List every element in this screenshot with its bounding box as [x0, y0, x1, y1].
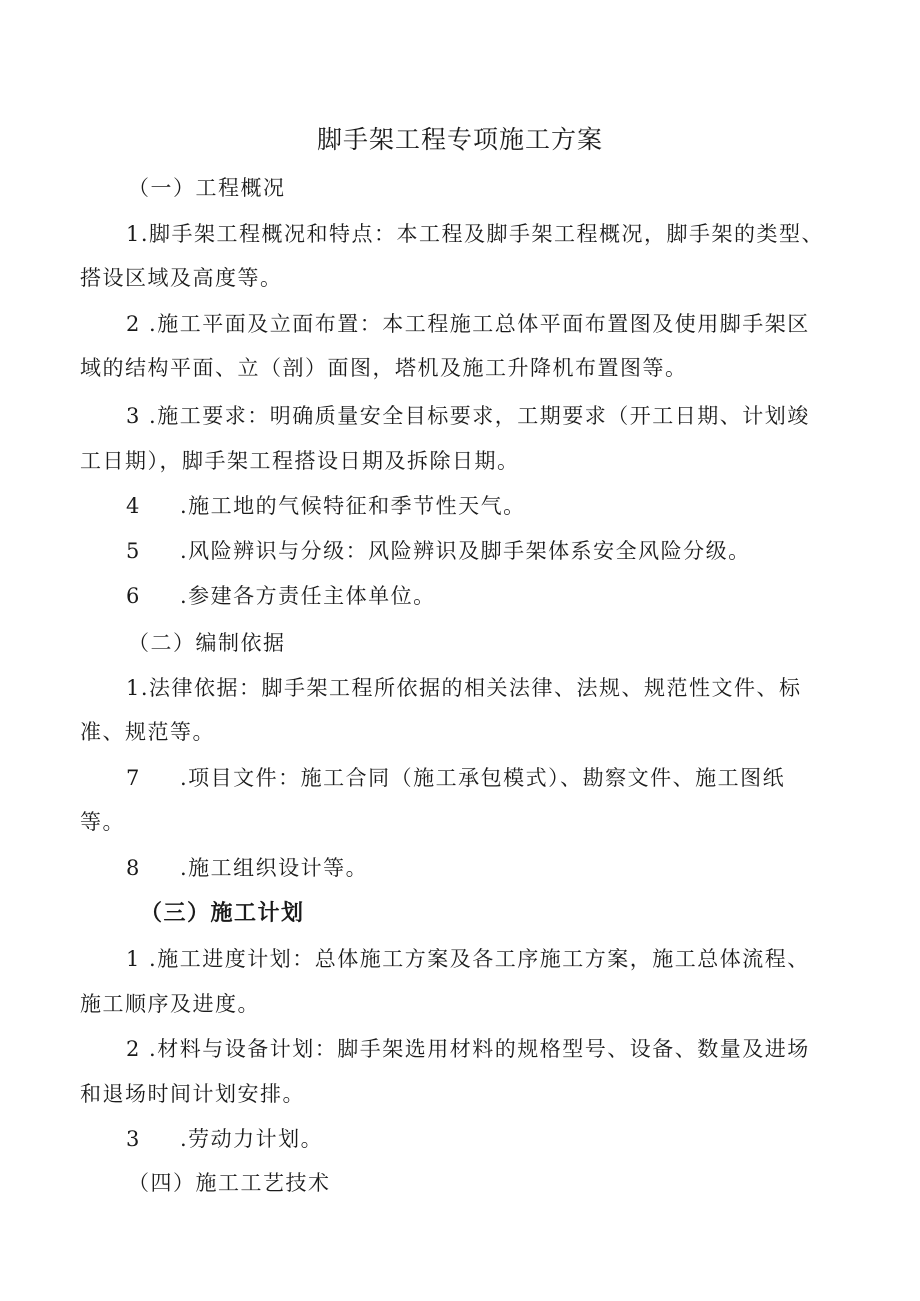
paragraph-3-2-line-2: 和退场时间计划安排。 — [80, 1082, 305, 1106]
paragraph-2-2-line-2: 等。 — [80, 810, 125, 834]
paragraph-text: .参建各方责任主体单位。 — [180, 584, 436, 608]
section-heading-3: （三）施工计划 — [140, 901, 305, 926]
paragraph-number: 6 — [126, 584, 141, 608]
paragraph-3-1-line-2: 施工顺序及进度。 — [80, 992, 260, 1016]
page-title: 脚手架工程专项施工方案 — [316, 125, 603, 154]
paragraph-1-5 — [126, 535, 751, 565]
paragraph-text: .施工组织设计等。 — [180, 856, 369, 880]
paragraph-2-2-line-1 — [126, 762, 785, 792]
paragraph-text: .项目文件：施工合同（施工承包模式）、勘察文件、施工图纸 — [180, 766, 786, 790]
paragraph-3-3 — [126, 1123, 323, 1153]
paragraph-1-1-line-1: 1.脚手架工程概况和特点：本工程及脚手架工程概况，脚手架的类型、 — [126, 222, 825, 246]
paragraph-number: 3 — [126, 1127, 141, 1151]
paragraph-1-1-line-2: 搭设区域及高度等。 — [80, 266, 283, 290]
paragraph-1-4 — [126, 490, 526, 520]
paragraph-number: 8 — [126, 856, 141, 880]
paragraph-text: .施工地的气候特征和季节性天气。 — [180, 494, 526, 518]
paragraph-2-1-line-1: 1.法律依据：脚手架工程所依据的相关法律、法规、规范性文件、标 — [126, 676, 802, 700]
paragraph-1-2-line-1: 2 .施工平面及立面布置：本工程施工总体平面布置图及使用脚手架区 — [126, 312, 810, 336]
paragraph-1-3-line-2: 工日期），脚手架工程搭设日期及拆除日期。 — [80, 449, 520, 473]
paragraph-1-3-line-1: 3 .施工要求：明确质量安全目标要求，工期要求（开工日期、计划竣 — [126, 404, 810, 428]
paragraph-1-2-line-2: 域的结构平面、立（剖）面图，塔机及施工升降机布置图等。 — [80, 356, 688, 380]
paragraph-number: 5 — [126, 539, 141, 563]
paragraph-number: 4 — [126, 494, 141, 518]
paragraph-2-3 — [126, 852, 368, 882]
section-heading-4: （四）施工工艺技术 — [128, 1171, 331, 1195]
paragraph-1-6 — [126, 580, 436, 610]
paragraph-text: .风险辨识与分级：风险辨识及脚手架体系安全风险分级。 — [180, 539, 751, 563]
section-heading-2: （二）编制依据 — [128, 631, 286, 655]
paragraph-text: .劳动力计划。 — [180, 1127, 324, 1151]
paragraph-3-1-line-1: 1 .施工进度计划：总体施工方案及各工序施工方案，施工总体流程、 — [126, 947, 810, 971]
paragraph-number: 7 — [126, 766, 141, 790]
paragraph-3-2-line-1: 2 .材料与设备计划：脚手架选用材料的规格型号、设备、数量及进场 — [126, 1037, 810, 1061]
section-heading-1: （一）工程概况 — [128, 176, 286, 200]
paragraph-2-1-line-2: 准、规范等。 — [80, 720, 215, 744]
